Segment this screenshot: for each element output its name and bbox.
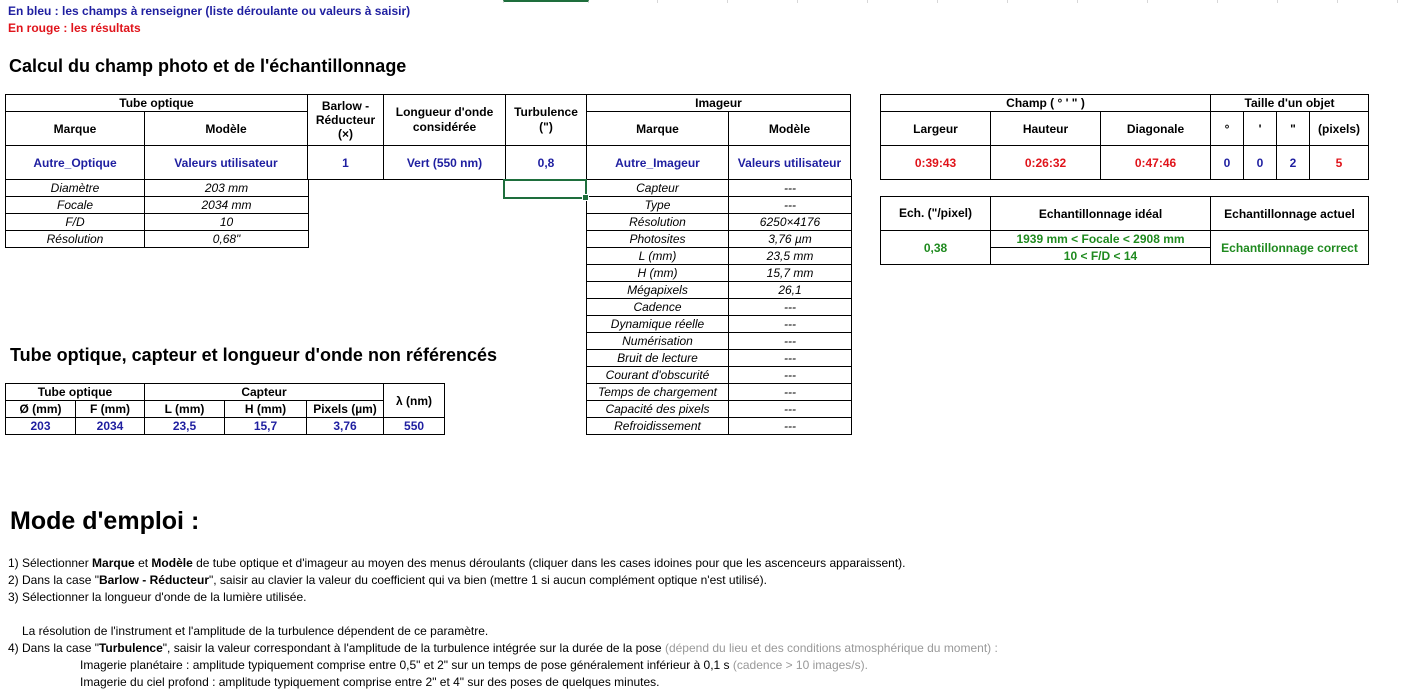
tube-marque-select[interactable]: Autre_Optique <box>6 146 145 180</box>
tube-spec-value: 10 <box>145 214 309 231</box>
imageur-modele-label: Modèle <box>729 112 851 146</box>
tube-specs-table <box>5 179 309 248</box>
tube-spec-row <box>6 231 309 248</box>
imageur-spec-value: --- <box>729 367 852 384</box>
tube-spec-row <box>6 197 309 214</box>
custom-d-label: Ø (mm) <box>6 401 76 418</box>
imageur-spec-label: Mégapixels <box>587 282 729 299</box>
turbulence-label: Turbulence (") <box>506 95 587 146</box>
ech-value: 0,38 <box>881 231 991 265</box>
hauteur-label: Hauteur <box>991 112 1101 146</box>
tube-spec-row <box>6 214 309 231</box>
imageur-spec-label: H (mm) <box>587 265 729 282</box>
imageur-spec-value: 26,1 <box>729 282 852 299</box>
imageur-spec-row <box>587 214 852 231</box>
imageur-spec-label: Refroidissement <box>587 418 729 435</box>
imageur-spec-row <box>587 333 852 350</box>
objet-sec-label: " <box>1277 112 1310 146</box>
imageur-spec-value: --- <box>729 418 852 435</box>
imageur-spec-value: --- <box>729 316 852 333</box>
imageur-spec-label: Capteur <box>587 180 729 197</box>
objet-pix-value: 5 <box>1310 146 1369 180</box>
diagonale-label: Diagonale <box>1101 112 1211 146</box>
actuel-value: Echantillonnage correct <box>1211 231 1369 265</box>
custom-h-label: H (mm) <box>225 401 307 418</box>
instruction-4: 4) Dans la case "Turbulence", saisir la valeur correspondant à l'amplitude de la turbulence intégrée sur la durée de la pose (dépend du lieu et des conditions atmosphérique du moment) : <box>8 641 998 655</box>
imageur-spec-label: Capacité des pixels <box>587 401 729 418</box>
imageur-spec-value: 6250×4176 <box>729 214 852 231</box>
fill-handle[interactable] <box>582 194 589 201</box>
instruction-3-note: La résolution de l'instrument et l'amplitude de la turbulence dépendent de ce paramètre. <box>22 624 489 638</box>
imageur-spec-value: --- <box>729 350 852 367</box>
custom-values-table <box>5 383 445 435</box>
imageur-spec-value: --- <box>729 180 852 197</box>
imageur-spec-row <box>587 418 852 435</box>
imageur-modele-select[interactable]: Valeurs utilisateur <box>729 146 851 180</box>
wavelength-label: Longueur d'onde considérée <box>384 95 506 146</box>
custom-px-label: Pixels (µm) <box>307 401 384 418</box>
custom-px-input[interactable]: 3,76 <box>307 418 384 435</box>
imageur-specs-table <box>586 179 852 435</box>
objet-min-input[interactable]: 0 <box>1244 146 1277 180</box>
imageur-spec-row <box>587 282 852 299</box>
diagonale-value: 0:47:46 <box>1101 146 1211 180</box>
tube-spec-value: 0,68" <box>145 231 309 248</box>
custom-capteur-header: Capteur <box>145 384 384 401</box>
imageur-spec-row <box>587 299 852 316</box>
imageur-spec-label: L (mm) <box>587 248 729 265</box>
tube-header: Tube optique <box>6 95 308 112</box>
hauteur-value: 0:26:32 <box>991 146 1101 180</box>
instruction-2: 2) Dans la case "Barlow - Réducteur", saisir au clavier la valeur du coefficient qui va bien (mettre 1 si aucun complément optique n'est utilisé). <box>8 573 767 587</box>
imageur-spec-label: Numérisation <box>587 333 729 350</box>
tube-spec-label: F/D <box>6 214 145 231</box>
barlow-input[interactable]: 1 <box>308 146 384 180</box>
echantillonnage-table <box>880 196 1369 265</box>
largeur-value: 0:39:43 <box>881 146 991 180</box>
imageur-spec-label: Courant d'obscurité <box>587 367 729 384</box>
custom-lambda-label: λ (nm) <box>384 384 445 418</box>
imageur-spec-value: 15,7 mm <box>729 265 852 282</box>
custom-l-input[interactable]: 23,5 <box>145 418 225 435</box>
custom-l-label: L (mm) <box>145 401 225 418</box>
imageur-spec-row <box>587 316 852 333</box>
instruction-4-deepsky: Imagerie du ciel profond : amplitude typiquement comprise entre 2" et 4" sur des poses de quelques minutes. <box>80 675 660 689</box>
tube-marque-label: Marque <box>6 112 145 146</box>
section-title-custom: Tube optique, capteur et longueur d'onde non référencés <box>10 345 497 365</box>
imageur-spec-value: --- <box>729 299 852 316</box>
turbulence-input[interactable]: 0,8 <box>506 146 587 180</box>
imageur-spec-value: --- <box>729 197 852 214</box>
imageur-spec-label: Dynamique réelle <box>587 316 729 333</box>
imageur-spec-row <box>587 180 852 197</box>
imageur-spec-label: Type <box>587 197 729 214</box>
ech-label: Ech. ("/pixel) <box>881 197 991 231</box>
imageur-spec-row <box>587 265 852 282</box>
imageur-spec-row <box>587 231 852 248</box>
imageur-spec-value: --- <box>729 384 852 401</box>
imageur-spec-label: Photosites <box>587 231 729 248</box>
imageur-spec-label: Bruit de lecture <box>587 350 729 367</box>
imageur-spec-row <box>587 401 852 418</box>
champ-header: Champ ( ° ' " ) <box>881 95 1211 112</box>
barlow-label: Barlow - Réducteur (×) <box>308 95 384 146</box>
imageur-spec-row <box>587 197 852 214</box>
tube-spec-row <box>6 180 309 197</box>
objet-pix-label: (pixels) <box>1310 112 1369 146</box>
imageur-header: Imageur <box>587 95 851 112</box>
largeur-label: Largeur <box>881 112 991 146</box>
main-input-table <box>5 94 851 180</box>
imageur-spec-row <box>587 248 852 265</box>
imageur-spec-row <box>587 350 852 367</box>
ideal-label: Echantillonnage idéal <box>991 197 1211 231</box>
tube-spec-value: 203 mm <box>145 180 309 197</box>
imageur-marque-label: Marque <box>587 112 729 146</box>
custom-f-label: F (mm) <box>76 401 145 418</box>
imageur-spec-value: 23,5 mm <box>729 248 852 265</box>
custom-f-input[interactable]: 2034 <box>76 418 145 435</box>
champ-table <box>880 94 1369 180</box>
section-title-calcul: Calcul du champ photo et de l'échantillonnage <box>9 56 407 76</box>
tube-spec-label: Résolution <box>6 231 145 248</box>
imageur-spec-value: 3,76 µm <box>729 231 852 248</box>
imageur-spec-label: Temps de chargement <box>587 384 729 401</box>
custom-d-input[interactable]: 203 <box>6 418 76 435</box>
custom-tube-header: Tube optique <box>6 384 145 401</box>
ideal-fd: 10 < F/D < 14 <box>991 248 1211 265</box>
objet-header: Taille d'un objet <box>1211 95 1369 112</box>
mode-emploi-title: Mode d'emploi : <box>10 507 200 535</box>
imageur-spec-row <box>587 384 852 401</box>
imageur-spec-label: Cadence <box>587 299 729 316</box>
tube-spec-label: Diamètre <box>6 180 145 197</box>
tube-spec-label: Focale <box>6 197 145 214</box>
wavelength-select[interactable]: Vert (550 nm) <box>384 146 506 180</box>
instruction-4-planetary: Imagerie planétaire : amplitude typiquement comprise entre 0,5" et 2" sur un temps de pose généralement inférieur à 0,1 s (cadence > 10 images/s). <box>80 658 868 672</box>
instruction-3: 3) Sélectionner la longueur d'onde de la lumière utilisée. <box>8 590 307 604</box>
tube-modele-label: Modèle <box>145 112 308 146</box>
imageur-marque-select[interactable]: Autre_Imageur <box>587 146 729 180</box>
custom-lambda-input[interactable]: 550 <box>384 418 445 435</box>
imageur-spec-row <box>587 367 852 384</box>
actuel-label: Echantillonnage actuel <box>1211 197 1369 231</box>
imageur-spec-value: --- <box>729 401 852 418</box>
legend-red: En rouge : les résultats <box>8 21 141 35</box>
ideal-focale: 1939 mm < Focale < 2908 mm <box>991 231 1211 248</box>
objet-sec-input[interactable]: 2 <box>1277 146 1310 180</box>
instruction-1: 1) Sélectionner Marque et Modèle de tube optique et d'imageur au moyen des menus déroulants (cliquer dans les cases idoines pour que les ascenceurs apparaissent). <box>8 556 906 570</box>
tube-modele-select[interactable]: Valeurs utilisateur <box>145 146 308 180</box>
selected-cell[interactable] <box>503 179 587 199</box>
custom-h-input[interactable]: 15,7 <box>225 418 307 435</box>
objet-deg-label: ° <box>1211 112 1244 146</box>
objet-deg-input[interactable]: 0 <box>1211 146 1244 180</box>
imageur-spec-value: --- <box>729 333 852 350</box>
imageur-spec-label: Résolution <box>587 214 729 231</box>
objet-min-label: ' <box>1244 112 1277 146</box>
tube-spec-value: 2034 mm <box>145 197 309 214</box>
legend-blue: En bleu : les champs à renseigner (liste déroulante ou valeurs à saisir) <box>8 4 411 18</box>
